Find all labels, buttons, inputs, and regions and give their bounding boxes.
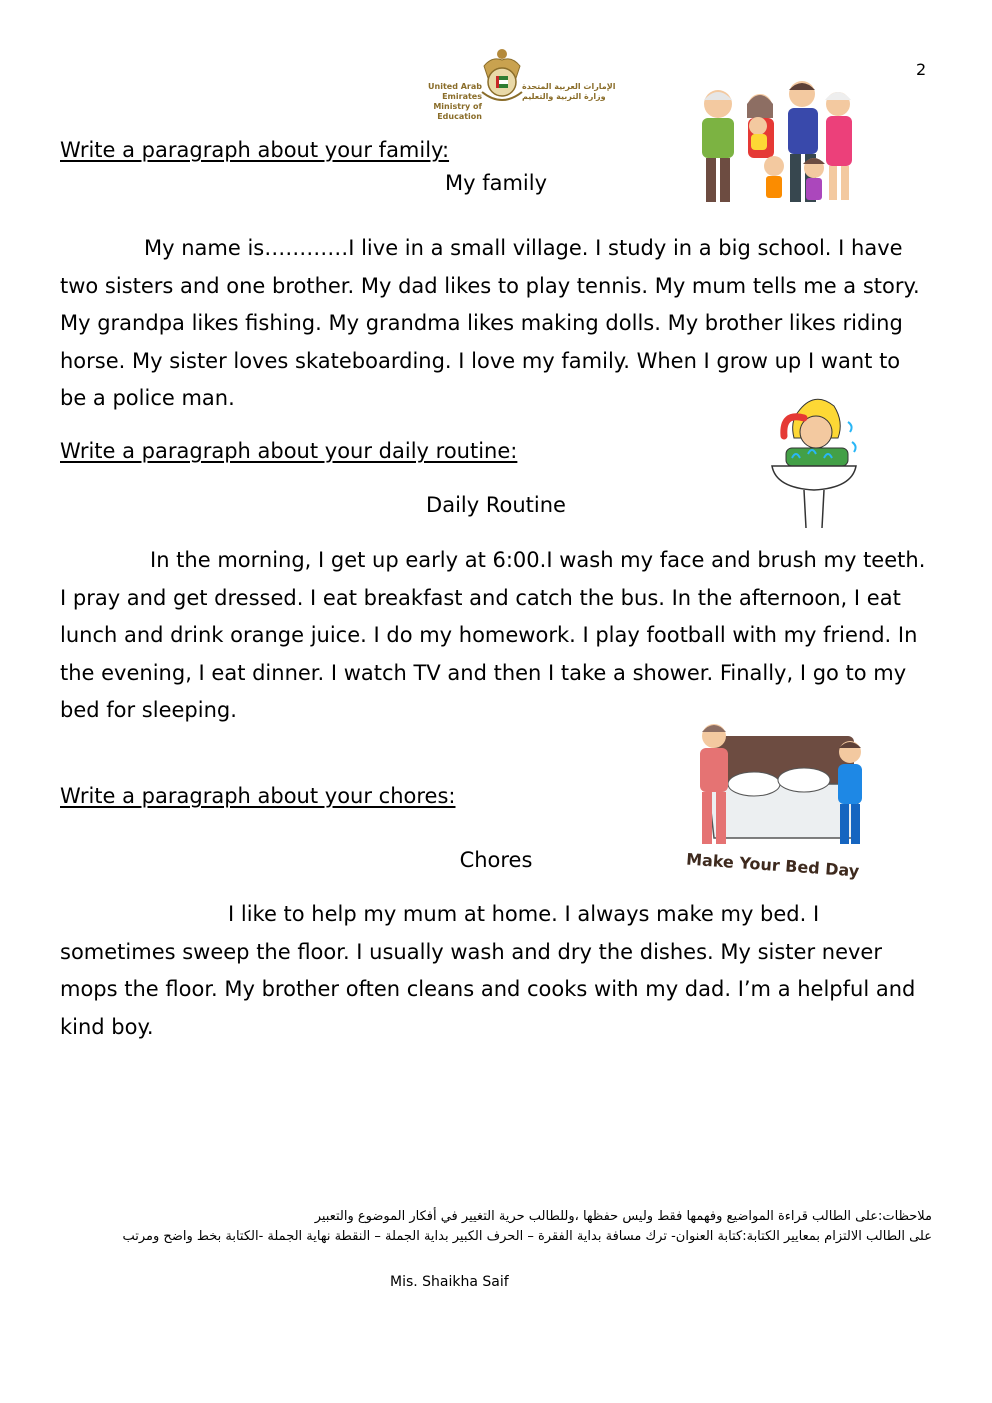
routine-heading: Write a paragraph about your daily routine: [60,439,518,463]
note-reading: ملاحظات:على الطالب قراءة المواضيع وفهمها فقط وليس حفظها ،وللطالب حرية التغيير في أفكار الموضوع والتعبير [314,1209,932,1224]
family-paragraph: My name is…………I live in a small village. I study in a big school. I have two sisters and one brother. My dad likes to play tennis. My mum tells me a story. My grandpa likes fishing. My grandma likes making dolls. My brother likes riding horse. My sister loves skateboarding. I love my family. When I grow up I want to be a police man. [60,236,920,410]
routine-title: Daily Routine [426,493,566,517]
washing-face-illustration [764,392,862,532]
chores-heading: Write a paragraph about your chores: [60,784,456,808]
logo-text-ar-1: الإمارات العربية المتحدة [522,82,616,91]
make-bed-illustration [684,714,874,886]
family-title: My family [444,171,548,195]
ministry-logo [390,44,620,121]
logo-text-en-2: Ministry of Education [433,102,482,121]
page-number: 2 [916,60,927,79]
routine-paragraph: In the morning, I get up early at 6:00.I wash my face and brush my teeth. I pray and get dressed. I eat breakfast and catch the bus. In the afternoon, I eat lunch and drink orange juice. I do my homework. I play football with my friend. In the evening, I eat dinner. I watch TV and then I take a shower. Finally, I go to my bed for sleeping. [60,548,926,722]
logo-text-ar-2: وزارة التربية والتعليم [522,92,606,101]
note-writing-standards: على الطالب الالتزام بمعايير الكتابة:كتابة العنوان- ترك مسافة بداية الفقرة – الحرف الكبير بداية الجملة – النقطة نهاية الجملة -الكتابة بخط واضح ومرتب [122,1229,932,1244]
family-heading: Write a paragraph about your family: [60,138,450,162]
teacher-name: Mis. Shaikha Saif [390,1274,509,1290]
family-illustration [696,78,860,212]
logo-text-en-1: United Arab Emirates [428,82,482,101]
chores-paragraph: I like to help my mum at home. I always make my bed. I sometimes sweep the floor. I usually wash and dry the dishes. My sister never mops the floor. My brother often cleans and cooks with my dad. I’m a helpful and kind boy. [60,902,916,1039]
make-bed-caption: Make Your Bed Day [685,849,860,881]
chores-title: Chores [459,848,533,872]
